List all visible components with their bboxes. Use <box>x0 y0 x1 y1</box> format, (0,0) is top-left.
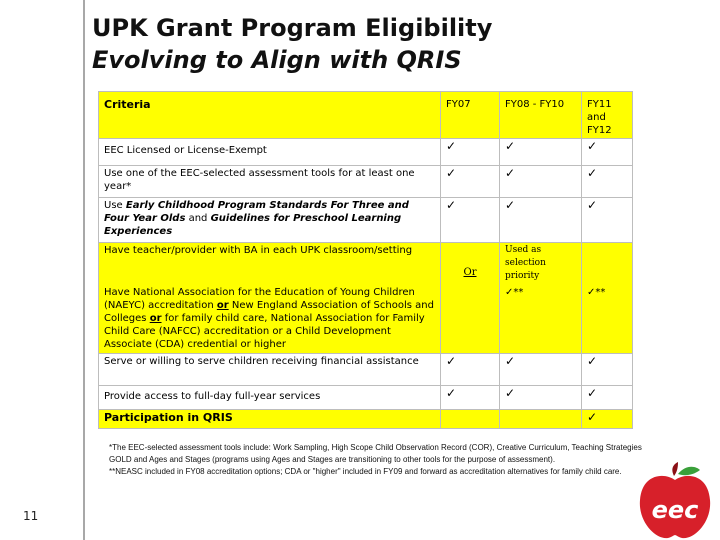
table-row <box>99 166 633 198</box>
check-icon: ✓ <box>441 386 500 410</box>
priority-note-cell <box>500 243 582 286</box>
standards-mid: and <box>185 213 211 224</box>
logo-text: eec <box>651 496 699 524</box>
check-double-star-icon: ✓** <box>582 285 633 354</box>
criterion-assessment: Use one of the EEC-selected assessment tools for at least one year* <box>99 166 441 198</box>
check-icon: ✓ <box>441 198 500 243</box>
table-row <box>99 386 633 410</box>
empty-cell <box>582 243 633 286</box>
criterion-naeyc <box>99 285 441 354</box>
standards-title-2: Guidelines for Preschool Learning Experiences <box>104 213 402 237</box>
check-icon: ✓ <box>582 198 633 243</box>
left-divider-line <box>83 0 85 540</box>
criterion-qris: Participation in QRIS <box>99 410 441 429</box>
check-icon: ✓ <box>500 386 582 410</box>
empty-cell <box>441 285 500 354</box>
criterion-teacher-ba: Have teacher/provider with BA in each UPK classroom/setting <box>99 243 441 286</box>
standards-prefix: Use <box>104 200 126 211</box>
header-fy07: FY07 <box>441 92 500 139</box>
title-line-2: Evolving to Align with QRIS <box>92 46 462 74</box>
header-criteria: Criteria <box>99 92 441 139</box>
page-number: 11 <box>23 509 39 523</box>
header-fy08-fy10: FY08 - FY10 <box>500 92 582 139</box>
or-cell <box>441 243 500 286</box>
criterion-licensed: EEC Licensed or License-Exempt <box>99 139 441 166</box>
or-label: Or <box>463 267 477 278</box>
eligibility-table <box>98 91 633 429</box>
table-row <box>99 198 633 243</box>
standards-title-1: Early Childhood Program Standards For Three and Four Year Olds <box>104 200 409 224</box>
slide-title <box>92 12 492 76</box>
check-icon: ✓ <box>582 354 633 386</box>
apple-stem-icon <box>672 462 678 476</box>
check-icon: ✓ <box>441 166 500 198</box>
header-fy11-fy12: FY11 and FY12 <box>582 92 633 139</box>
priority-note: Used as selection priority <box>505 245 546 281</box>
naeyc-text-a: Have National Association for the Education of Young Children (NAEYC) accreditation <box>104 287 415 311</box>
header-row <box>99 92 633 139</box>
check-icon: ✓ <box>500 166 582 198</box>
check-icon: ✓ <box>500 139 582 166</box>
empty-cell <box>441 410 500 429</box>
check-icon: ✓ <box>582 139 633 166</box>
title-line-1: UPK Grant Program Eligibility <box>92 14 493 42</box>
criterion-standards <box>99 198 441 243</box>
check-icon: ✓ <box>500 198 582 243</box>
footnote-accreditation: **NEASC included in FY08 accreditation options; CDA or "higher" included in FY09 and forward as accreditation alternatives for family child care. <box>109 467 622 476</box>
check-icon: ✓ <box>582 386 633 410</box>
check-icon: ✓ <box>441 354 500 386</box>
criterion-financial-assistance: Serve or willing to serve children receiving financial assistance <box>99 354 441 386</box>
naeyc-or-1: or <box>216 300 229 311</box>
table-row <box>99 285 633 354</box>
check-icon: ✓ <box>500 354 582 386</box>
table-row <box>99 354 633 386</box>
table-row <box>99 243 633 286</box>
check-icon: ✓ <box>441 139 500 166</box>
footnote-assessment-tools: *The EEC-selected assessment tools include: Work Sampling, High Scope Child Observation Record (COR), Creative Curriculum, Teaching Strategies GOLD and Ages and Stages (programs using Ages and Stages are transitioning to other tools for the purpose of assessment). <box>109 443 642 464</box>
naeyc-text-c: for family child care, National Association for Family Child Care (NAFCC) accreditation or a Child Development Associate (CDA) credential or higher <box>104 313 425 350</box>
criterion-full-day: Provide access to full-day full-year services <box>99 386 441 410</box>
table-row <box>99 139 633 166</box>
footnotes <box>109 442 649 478</box>
check-icon: ✓ <box>582 166 633 198</box>
eec-apple-logo <box>634 462 716 540</box>
naeyc-or-2: or <box>149 313 162 324</box>
naeyc-text-b: New England Association of Schools and Colleges <box>104 300 434 324</box>
check-double-star-icon: ✓** <box>500 285 582 354</box>
check-icon: ✓ <box>582 410 633 429</box>
apple-leaf-icon <box>678 467 700 475</box>
empty-cell <box>500 410 582 429</box>
table-row <box>99 410 633 429</box>
